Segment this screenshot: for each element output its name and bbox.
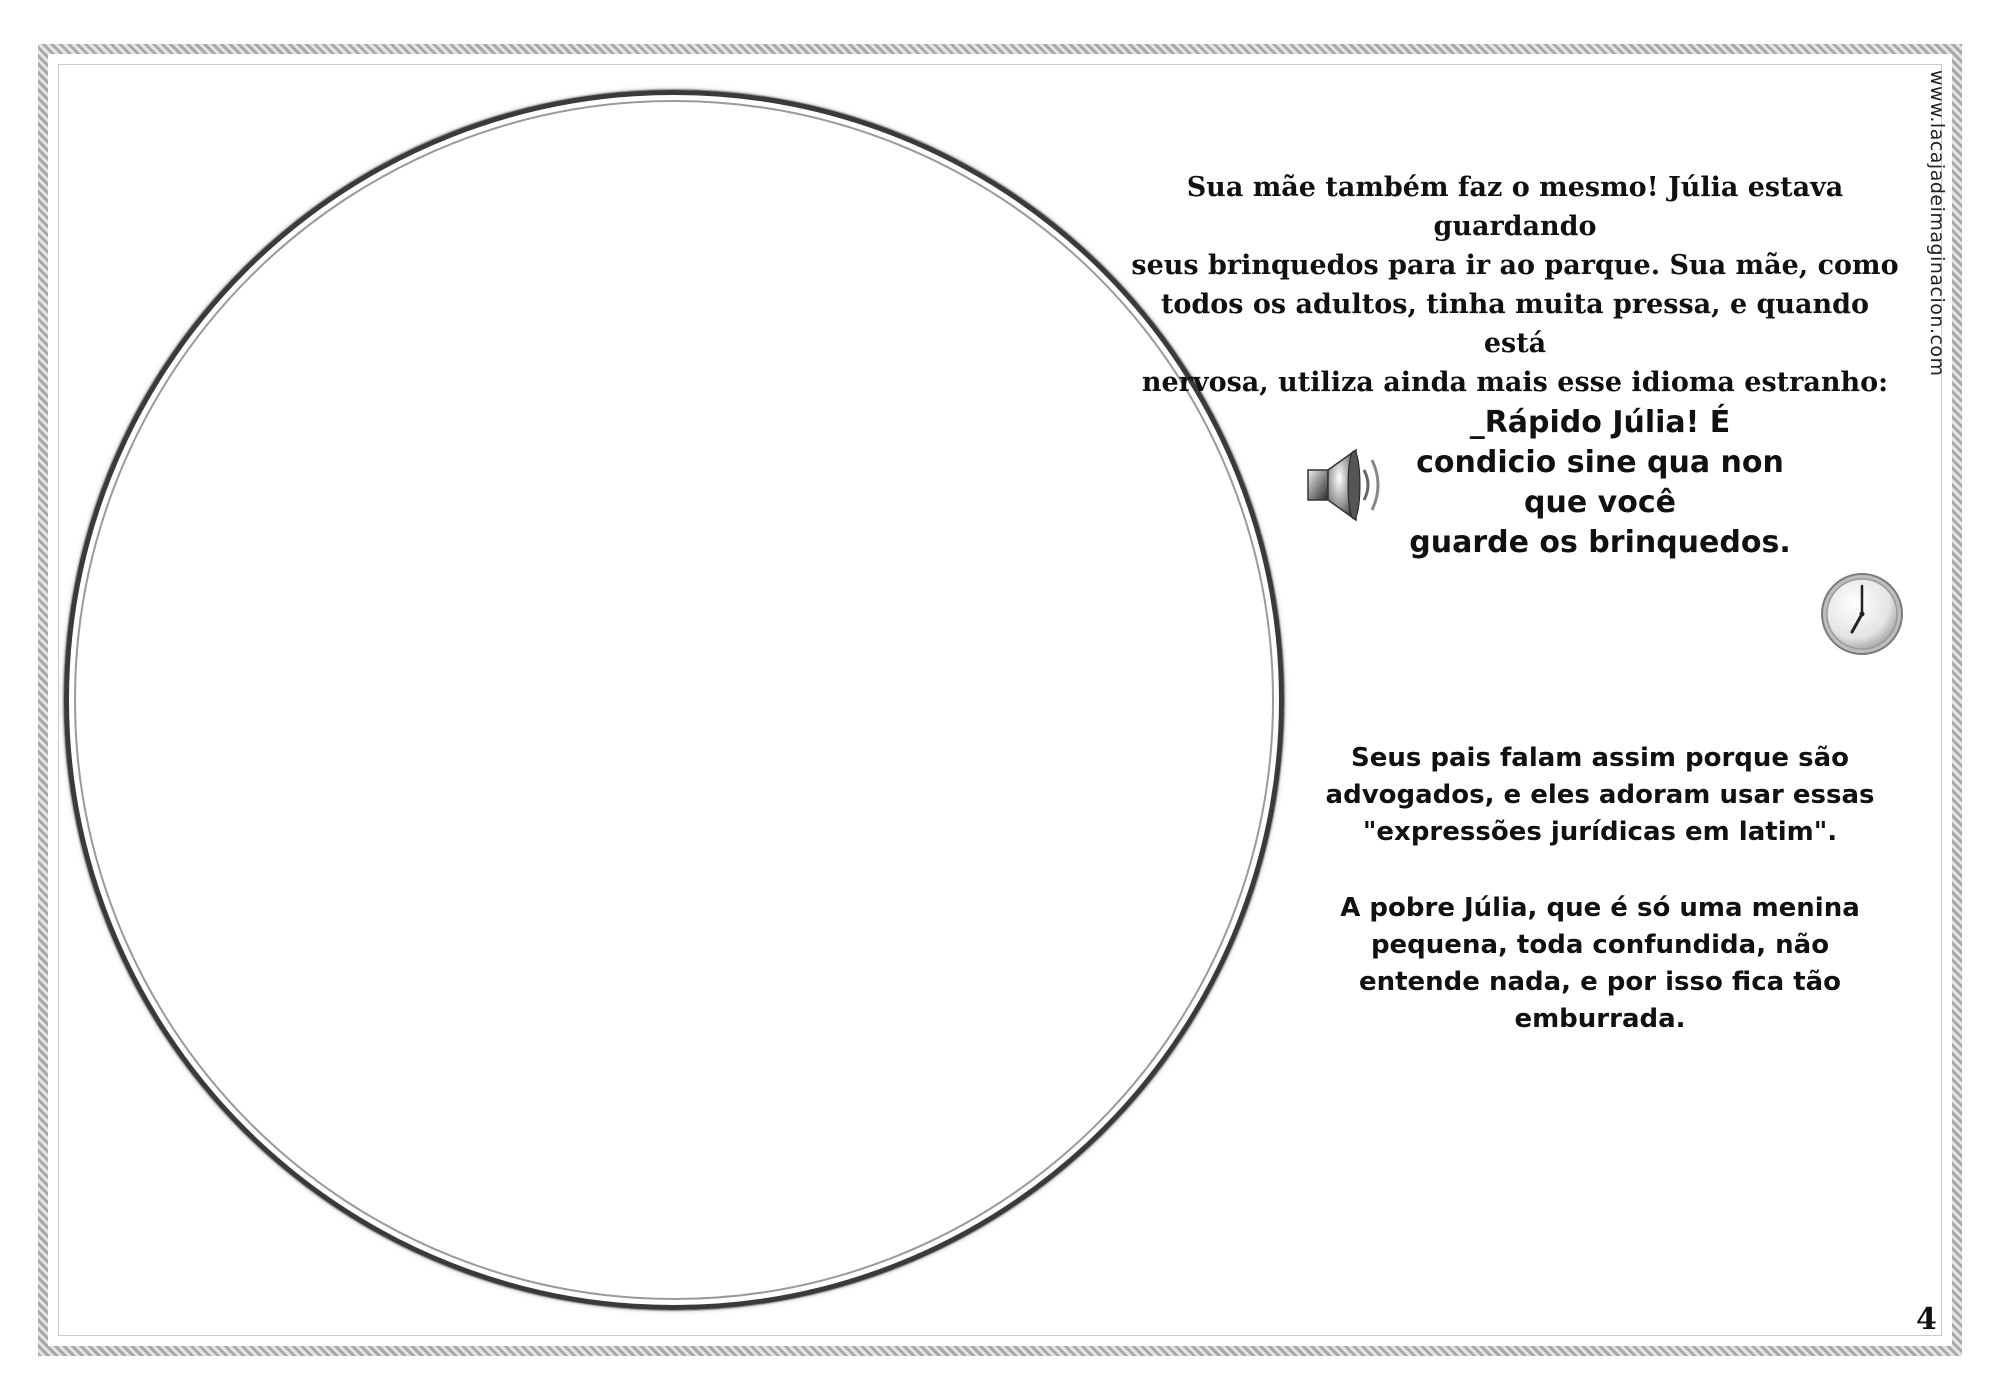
drawing-circle-inner-ring	[74, 100, 1274, 1300]
intro-text: Sua mãe também faz o mesmo! Júlia estava guardando seus brinquedos para ir ao parque. Sua mãe, como todos os adultos, tinha muita pressa, e quando está nervosa, utiliza ainda mais esse idioma estranho:	[1131, 172, 1899, 398]
clock-icon	[1818, 570, 1906, 658]
paragraph-lawyers: Seus pais falam assim porque são advogados, e eles adoram usar essas "expressões jurídicas em latim".	[1325, 743, 1875, 847]
page-number: 4	[1916, 1302, 1937, 1337]
site-url: www.lacajadeimaginacion.com	[1926, 70, 1948, 377]
paragraph-julia: A pobre Júlia, que é só uma menina pequena, toda confundida, não entende nada, e por isso fica tão emburrada.	[1340, 893, 1860, 1034]
speaker-icon[interactable]	[1300, 440, 1390, 530]
quote-text: _Rápido Júlia! É condicio sine qua non que você guarde os brinquedos.	[1409, 405, 1791, 560]
